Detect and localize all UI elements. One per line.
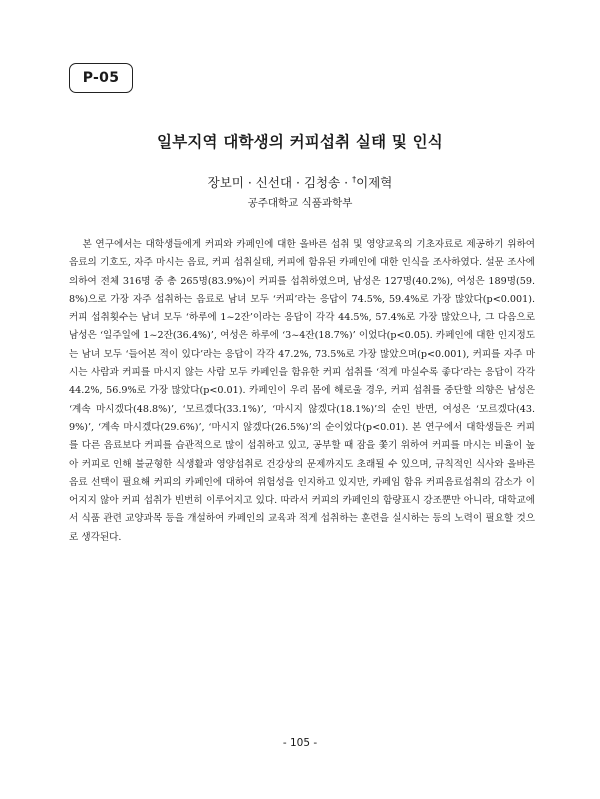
corresponding-mark: † (352, 174, 357, 184)
poster-id-badge: P-05 (69, 63, 133, 93)
author-list (0, 173, 600, 191)
page-number: - 105 - (282, 737, 318, 749)
affiliation: 공주대학교 식품과학부 (247, 197, 353, 209)
abstract-body: 본 연구에서는 대학생들에게 커피와 카페인에 대한 올바른 섭취 및 영양교육의 기초자료로 제공하기 위하여 음료의 기호도, 자주 마시는 음료, 커피 섭취실태, 커피에 함유된 카페인에 대한 인식을 조사하였다. 설문 조사에 의하여 전체 316명 중 총 265명(83.9%)이 커피를 섭취하였으며, 남성은 127명(40.2%), 여성은 189명(59.8%)으로 가장 자주 섭취하는 음료로 남녀 모두 ‘커피’라는 응답이 74.5%, 59.4%로 가장 많았다(p<0.001). 커피 섭취횟수는 남녀 모두 ‘하루에 1~2잔’이라는 응답이 각각 44.5%, 57.4%로 가장 많았으나, 그 다음으로 남성은 ‘일주일에 1~2잔(36.4%)’, 여성은 하루에 ‘3~4잔(18.7%)’ 이었다(p<0.05). 카페인에 대한 인지정도는 남녀 모두 ‘들어본 적이 있다’라는 응답이 각각 47.2%, 73.5%로 가장 많았으며(p<0.001), 커피를 자주 마시는 사람과 커피를 마시지 않는 사람 모두 카페인을 함유한 커피 섭취를 ‘적게 마실수록 좋다’라는 응답이 각각 44.2%, 56.9%로 가장 많았다(p<0.01). 카페인이 우리 몸에 해로울 경우, 커피 섭취를 중단할 의향은 남성은 ‘계속 마시겠다(48.8%)’, ‘모르겠다(33.1%)’, ‘마시지 않겠다(18.1%)’의 순인 반면, 여성은 ‘모르겠다(43.9%)’, ‘계속 마시겠다(29.6%)’, ‘마시지 않겠다(26.5%)’의 순이었다(p<0.01). 본 연구에서 대학생들은 커피를 다른 음료보다 커피를 습관적으로 많이 섭취하고 있고, 공부할 때 잠을 쫓기 위하여 커피를 마시는 비율이 높아 커피로 인해 불균형한 식생활과 영양섭취로 건강상의 문제까지도 초래될 수 있으며, 규칙적인 식사와 올바른 음료 선택이 필요해 커피의 카페인에 대하여 위험성을 인지하고 있지만, 카페임 함유 커피음료섭취의 감소가 이어지지 않아 커피 섭취가 빈번히 이루어지고 있다. 따라서 커피의 카페인의 함량표시 강조뿐만 아니라, 대학교에서 식품 관련 교양과목 등을 개설하여 카페인의 교육과 적게 섭취하는 훈련을 실시하는 등의 노력이 필요할 것으로 생각된다. (69, 239, 535, 543)
corresponding-author: 이제혁 (356, 175, 393, 190)
paper-title: 일부지역 대학생의 커피섭취 실태 및 인식 (157, 133, 443, 151)
author-names: 장보미 · 신선대 · 김청송 · (207, 175, 353, 190)
